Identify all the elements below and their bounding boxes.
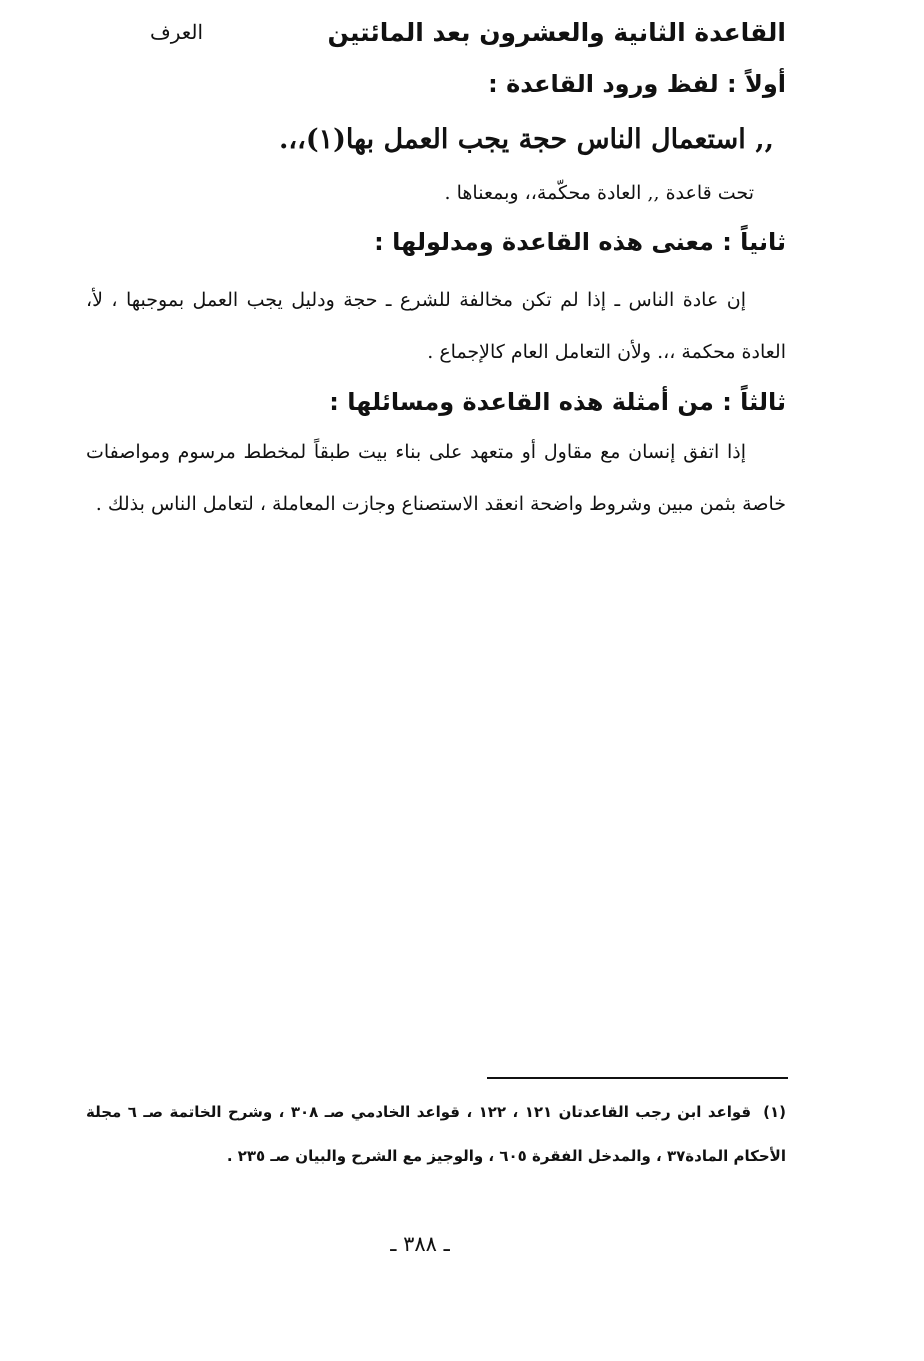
examples-paragraph (86, 426, 786, 530)
rule-quote: ,, استعمال الناس حجة يجب العمل بها(١)،،. (279, 124, 774, 155)
section-heading-meaning: ثانياً : معنى هذه القاعدة ومدلولها : (374, 228, 786, 256)
section-heading-examples: ثالثاً : من أمثلة هذه القاعدة ومسائلها : (329, 388, 786, 416)
footnote (86, 1090, 786, 1178)
section-heading-wording: أولاً : لفظ ورود القاعدة : (488, 70, 786, 98)
rule-note: تحت قاعدة ,, العادة محكّمة،، وبمعناها . (444, 182, 754, 204)
footnote-text: قواعد ابن رجب القاعدتان ١٢١ ، ١٢٢ ، قواعد الخادمي صـ ٣٠٨ ، وشرح الخاتمة صـ ٦ مجلة الأحكام المادة٣٧ ، والمدخل الفقرة ٦٠٥ ، والوجيز مع الشرح والبيان صـ ٢٣٥ . (86, 1103, 786, 1165)
header-title: القاعدة الثانية والعشرون بعد المائتين (327, 17, 786, 47)
page-header (150, 12, 786, 52)
footnote-divider (487, 1077, 788, 1079)
meaning-paragraph (86, 274, 786, 378)
header-topic: العرف (150, 20, 204, 44)
footnote-number: (١) (763, 1103, 786, 1121)
page-number: ـ ٣٨٨ ـ (390, 1232, 450, 1256)
examples-text: إذا اتفق إنسان مع مقاول أو متعهد على بناء بيت طبقاً لمخطط مرسوم ومواصفات خاصة بثمن مبين وشروط واضحة انعقد الاستصناع وجازت المعاملة ، لتعامل الناس بذلك . (86, 441, 786, 515)
meaning-text: إن عادة الناس ـ إذا لم تكن مخالفة للشرع ـ حجة ودليل يجب العمل بموجبها ، لأ، العادة محكمة ،،. ولأن التعامل العام كالإجماع . (86, 289, 786, 363)
